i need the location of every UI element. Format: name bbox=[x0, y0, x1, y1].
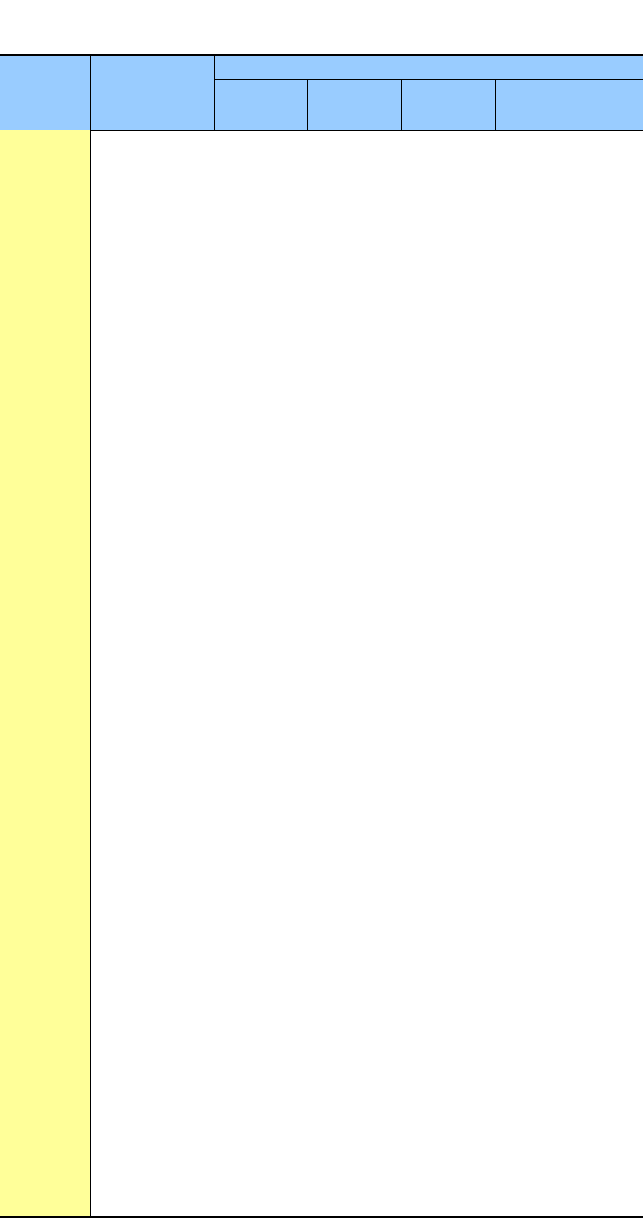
energy-table bbox=[0, 54, 643, 1218]
table-bottom-rule bbox=[0, 1216, 643, 1218]
header-divider bbox=[495, 79, 496, 130]
page-title bbox=[4, 3, 12, 27]
header-bottom-rule bbox=[0, 130, 643, 131]
header-divider bbox=[401, 79, 402, 130]
year-column-band bbox=[0, 130, 90, 1216]
header-divider bbox=[90, 56, 91, 130]
header-divider bbox=[214, 56, 215, 130]
header-divider bbox=[214, 79, 643, 80]
year-column-divider bbox=[90, 130, 91, 1216]
header-divider bbox=[307, 79, 308, 130]
table-header bbox=[0, 54, 643, 130]
